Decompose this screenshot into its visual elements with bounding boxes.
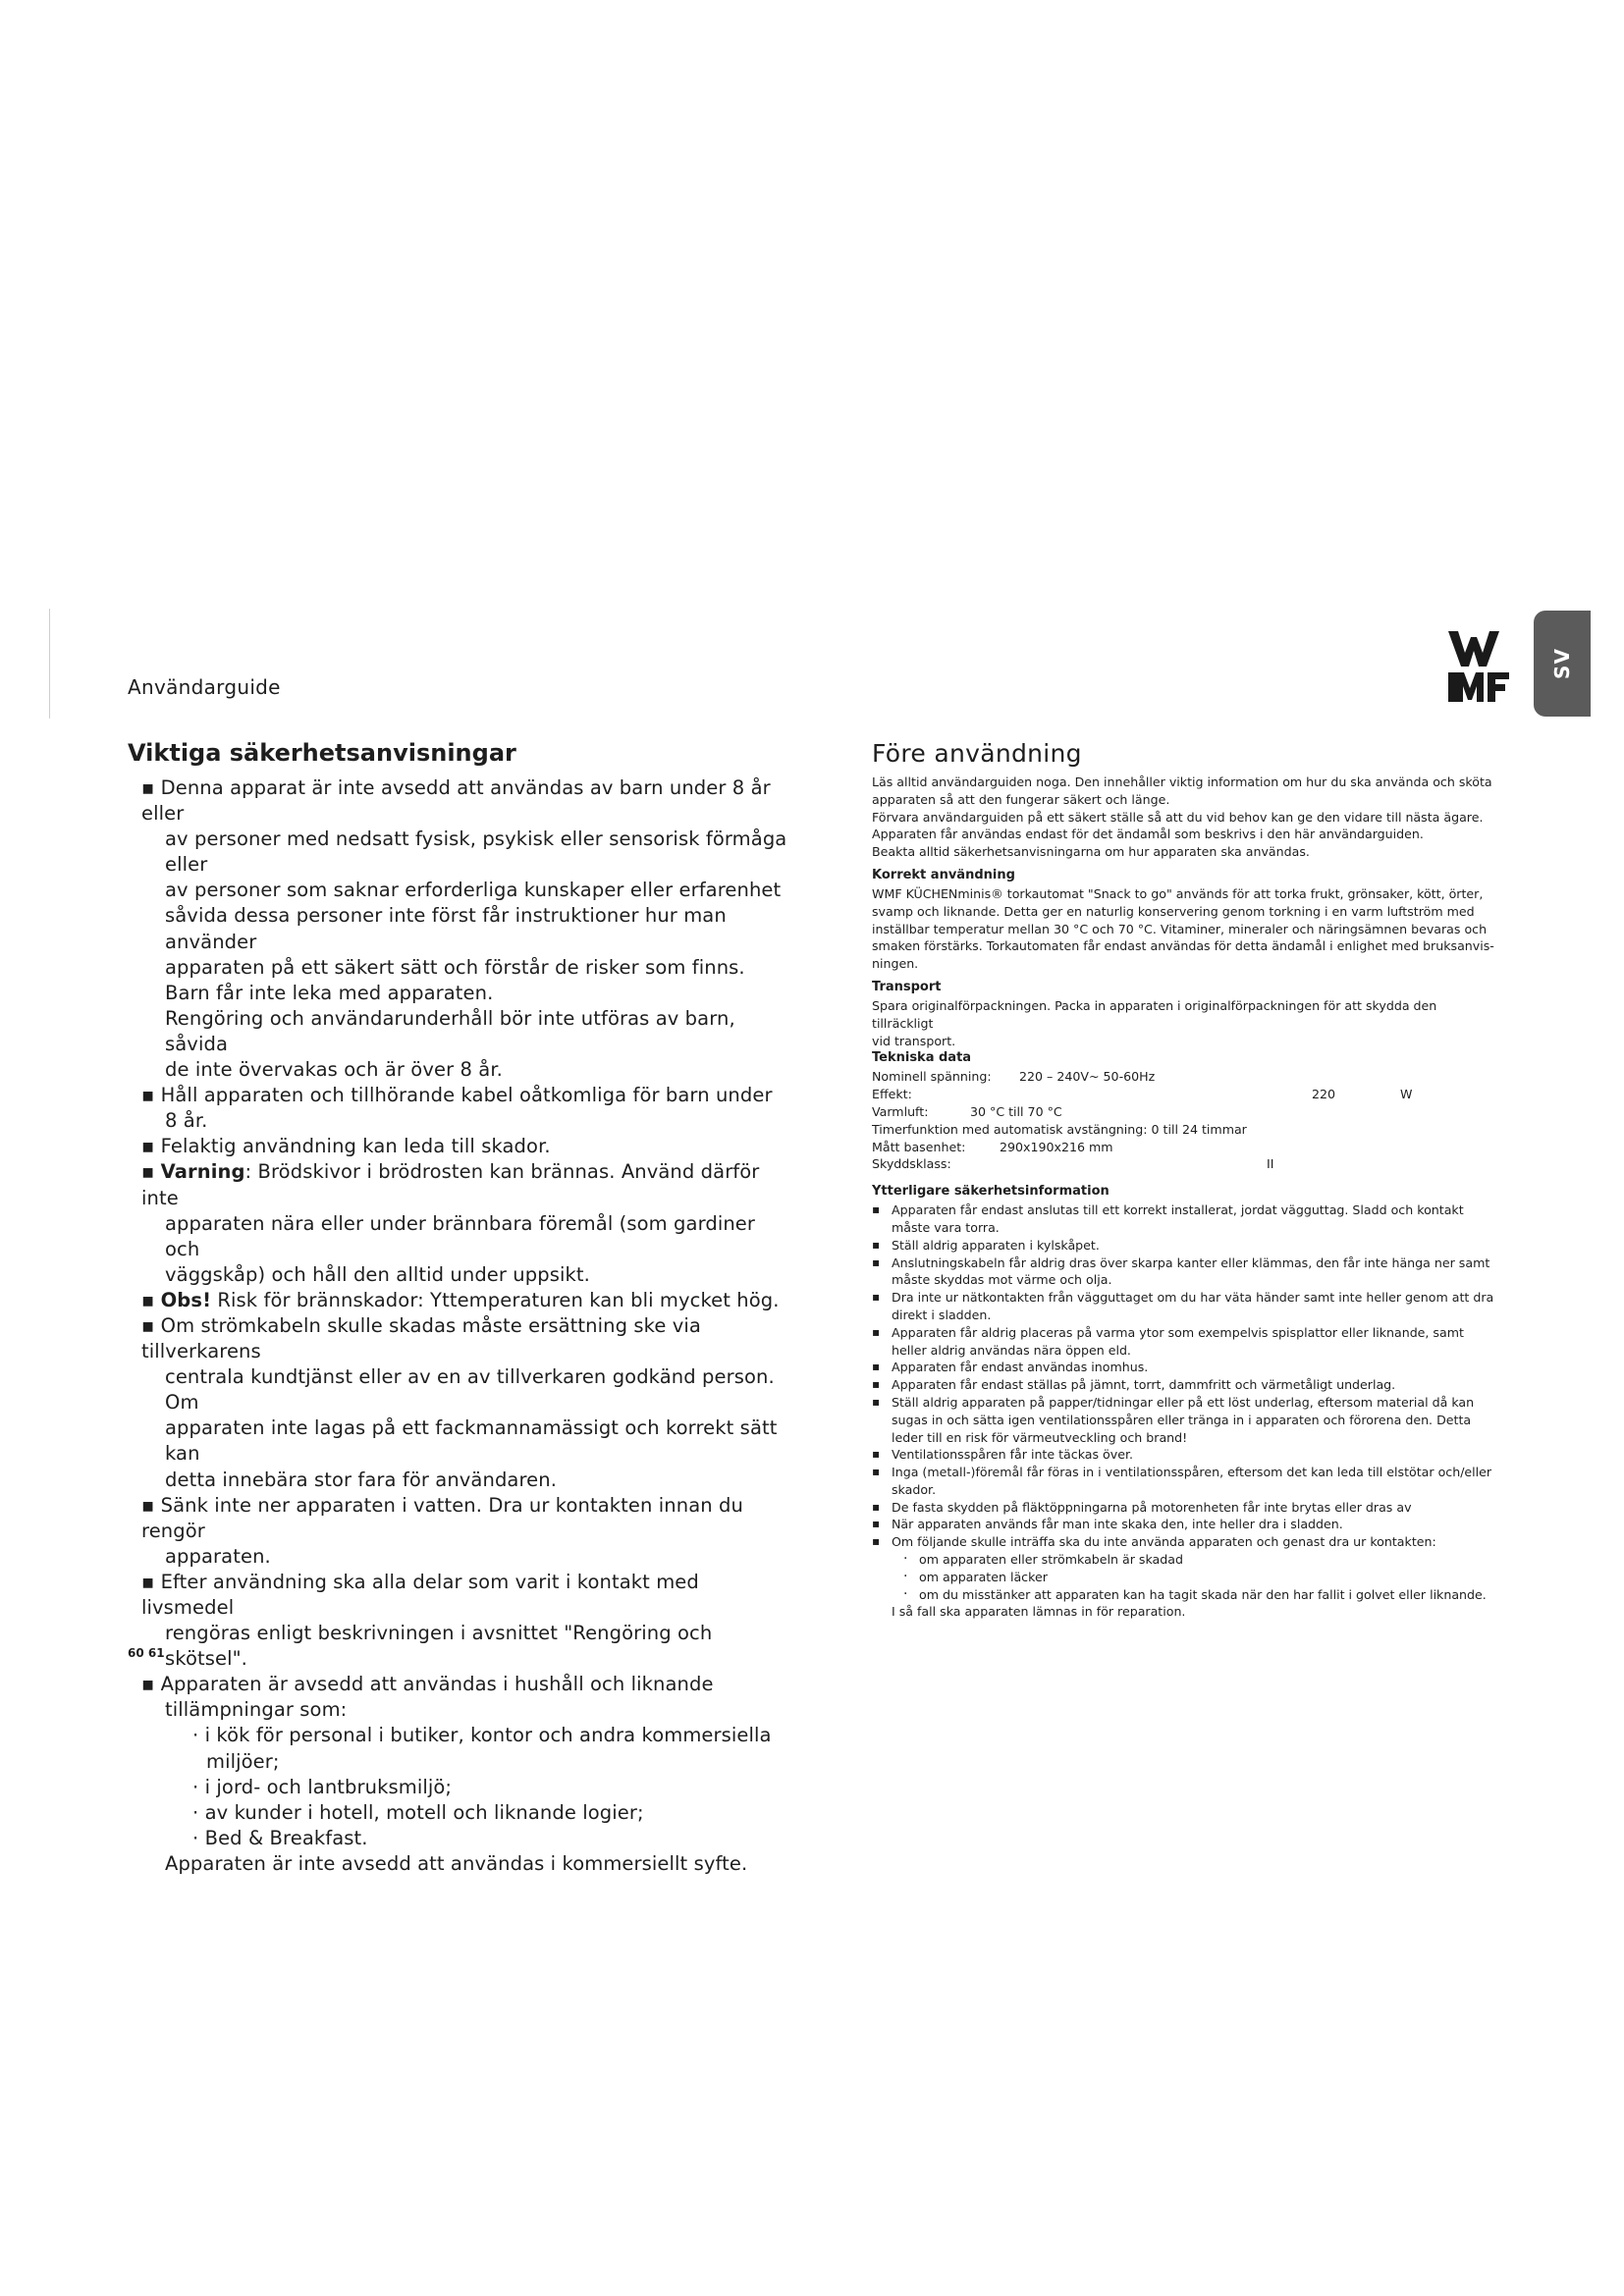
safety-line: ▪ Felaktig användning kan leda till skador. <box>141 1135 551 1158</box>
intro-line: Apparaten får användas endast för det ändamål som beskrivs i den här användarguiden. <box>872 827 1424 842</box>
intro-line: Beakta alltid säkerhetsanvisningarna om hur apparaten ska användas. <box>872 844 1310 860</box>
spec-value: 220 <box>1312 1087 1336 1102</box>
safety-line: ▪ Håll apparaten och tillhörande kabel oåtkomliga för barn under <box>141 1084 773 1107</box>
correct-use-line: smaken förstärks. Torkautomaten får endast användas för detta ändamål i enlighet med bruksanvis- <box>872 938 1494 954</box>
safety-heading: Viktiga säkerhetsanvisningar <box>128 739 516 767</box>
safety-line: såvida dessa personer inte först får instruktioner hur man använder <box>165 904 727 953</box>
safety-line: detta innebära stor fara för användaren. <box>165 1468 558 1491</box>
language-tab[interactable] <box>1534 611 1591 717</box>
before-use-heading: Före användning <box>872 739 1082 768</box>
safety-line: Barn får inte leka med apparaten. <box>165 981 494 1004</box>
list-item: ▪ Om följande skulle inträffa ska du inte använda apparaten och genast dra ur kontakten: <box>872 1533 1500 1551</box>
safety-line: ▪ Sänk inte ner apparaten i vatten. Dra ur kontakten innan du rengör <box>141 1493 743 1542</box>
additional-safety-heading: Ytterligare säkerhetsinformation <box>872 1184 1110 1200</box>
safety-line: ▪ Efter användning ska alla delar som varit i kontakt med livsmedel <box>141 1570 699 1619</box>
additional-safety-list <box>872 1201 1500 1551</box>
correct-use-line: svamp och liknande. Detta ger en naturlig konservering genom torkning i en varm luftström med <box>872 903 1475 919</box>
list-item: ▪ Ställ aldrig apparaten på papper/tidningar eller på ett löst underlag, eftersom material då kan sugas in och sätta igen ventilationsspåren eller tränga in i apparaten och förorena den. Detta leder till en risk för värmeutveckling och brand! <box>872 1394 1500 1446</box>
spec-row-hot-air <box>872 1103 1500 1121</box>
list-item: ▪ Apparaten får endast anslutas till ett korrekt installerat, jordat vägguttag. Sladd och kontakt måste vara torra. <box>872 1201 1500 1237</box>
intro-line: Förvara användarguiden på ett säkert ställe så att du vid behov kan ge den vidare till nästa ägare. <box>872 809 1484 825</box>
language-tab-label: SV <box>1549 648 1574 679</box>
obs-line: ▪ Obs! Risk för brännskador: Yttemperaturen kan bli mycket hög. <box>141 1288 780 1311</box>
spec-value: II <box>1267 1156 1274 1172</box>
list-item: ▪ Ställ aldrig apparaten i kylskåpet. <box>872 1237 1500 1255</box>
warning-text: : Brödskivor i brödrosten kan brännas. Använd därför inte <box>141 1160 760 1209</box>
list-item: ▪ Apparaten får endast användas inomhus. <box>872 1359 1500 1376</box>
safety-line: de inte övervakas och är över 8 år. <box>165 1058 503 1082</box>
spec-unit: W <box>1400 1087 1413 1102</box>
warning-line: ▪ Varning: Brödskivor i brödrosten kan brännas. Använd därför inte <box>141 1160 760 1209</box>
list-item: · om apparaten eller strömkabeln är skadad <box>903 1551 1500 1569</box>
list-item: ▪ Apparaten får endast ställas på jämnt, torrt, dammfritt och värmetåligt underlag. <box>872 1376 1500 1394</box>
list-item: ▪ Apparaten får aldrig placeras på varma ytor som exempelvis spisplattor eller liknande, samt heller aldrig användas nära öppen eld. <box>872 1324 1500 1360</box>
list-item: ▪ Ventilationsspåren får inte täckas över. <box>872 1446 1500 1464</box>
safety-line: apparaten nära eller under brännbara föremål (som gardiner och <box>165 1211 756 1260</box>
spec-label: Varmluft: <box>872 1103 929 1119</box>
safety-line: väggskåp) och håll den alltid under uppsikt. <box>165 1262 590 1286</box>
safety-line: 8 år. <box>165 1109 208 1133</box>
usage-sub-item: · i kök för personal i butiker, kontor och andra kommersiella <box>192 1724 772 1747</box>
correct-use-line: inställbar temperatur mellan 30 °C och 70 °C. Vitaminer, mineraler och näringsämnen bevaras och <box>872 921 1488 936</box>
correct-use-line: WMF KÜCHENminis® torkautomat "Snack to go" används för att torka frukt, grönsaker, kött, örter, <box>872 885 1484 901</box>
usage-sub-item: · Bed & Breakfast. <box>192 1826 368 1849</box>
safety-line: apparaten inte lagas på ett fackmannamässigt och korrekt sätt kan <box>165 1416 778 1466</box>
intro-line: Läs alltid användarguiden noga. Den innehåller viktig information om hur du ska använda och sköta <box>872 774 1492 789</box>
list-item: ▪ Inga (metall-)föremål får föras in i ventilationsspåren, eftersom det kan leda till elstötar och/eller skador. <box>872 1464 1500 1499</box>
list-item: ▪ De fasta skydden på fläktöppningarna på motorenheten får inte brytas eller dras av <box>872 1499 1500 1517</box>
safety-line: rengöras enligt beskrivningen i avsnittet "Rengöring och skötsel". <box>165 1622 713 1671</box>
safety-line: ▪ Denna apparat är inte avsedd att användas av barn under 8 år eller <box>141 776 771 826</box>
list-item: ▪ Dra inte ur nätkontakten från vägguttaget om du har väta händer samt inte heller genom att dra direkt i sladden. <box>872 1289 1500 1324</box>
spec-value: 290x190x216 mm <box>1000 1139 1113 1154</box>
spec-label: Nominell spänning: <box>872 1069 992 1085</box>
spec-row-timer: Timerfunktion med automatisk avstängning: 0 till 24 timmar <box>872 1121 1247 1137</box>
spec-value: 30 °C till 70 °C <box>970 1103 1062 1119</box>
spec-row-dimensions <box>872 1139 1500 1156</box>
transport-line: Spara originalförpackningen. Packa in apparaten i originalförpackningen för att skydda den tillräckligt <box>872 997 1437 1031</box>
spec-row-power <box>872 1086 1500 1103</box>
safety-line: centrala kundtjänst eller av en av tillverkaren godkänd person. Om <box>165 1365 775 1415</box>
transport-heading: Transport <box>872 979 942 994</box>
list-item: ▪ När apparaten används får man inte skaka den, inte heller dra i sladden. <box>872 1516 1500 1533</box>
safety-line: apparaten. <box>165 1544 271 1568</box>
safety-line: tillämpningar som: <box>165 1698 348 1722</box>
safety-line: av personer som saknar erforderliga kunskaper eller erfarenhet <box>165 879 782 902</box>
spec-label: Skyddsklass: <box>872 1156 951 1172</box>
usage-sub-item: miljöer; <box>206 1749 280 1773</box>
warning-label: Varning <box>160 1160 245 1184</box>
spec-row-voltage <box>872 1068 1500 1086</box>
page-numbers: 60 61 <box>128 1646 165 1660</box>
spec-value: 220 – 240V~ 50-60Hz <box>1019 1069 1156 1085</box>
usage-sub-item: · av kunder i hotell, motell och liknande logier; <box>192 1800 644 1824</box>
spec-row-protection <box>872 1155 1500 1173</box>
safety-line: av personer med nedsatt fysisk, psykisk eller sensorisk förmåga eller <box>165 828 787 877</box>
correct-use-line: ningen. <box>872 956 919 972</box>
before-use-section <box>872 738 1500 1621</box>
closing-line: I så fall ska apparaten lämnas in för reparation. <box>892 1604 1186 1620</box>
safety-line: ▪ Apparaten är avsedd att användas i hushåll och liknande <box>141 1673 714 1696</box>
safety-final-line: Apparaten är inte avsedd att användas i kommersiellt syfte. <box>165 1851 748 1875</box>
safety-line: apparaten på ett säkert sätt och förstår de risker som finns. <box>165 955 745 979</box>
safety-line: Rengöring och användarunderhåll bör inte utföras av barn, såvida <box>165 1006 735 1055</box>
transport-line: vid transport. <box>872 1033 956 1048</box>
spec-label: Mått basenhet: <box>872 1139 966 1154</box>
safety-instructions-section <box>128 738 795 1877</box>
page-header-title: Användarguide <box>128 675 281 699</box>
list-item: ▪ Anslutningskabeln får aldrig dras över skarpa kanter eller klämmas, den får inte hänga ner samt måste skyddas mot värme och olja. <box>872 1255 1500 1290</box>
obs-text: Risk för brännskador: Yttemperaturen kan bli mycket hög. <box>211 1288 780 1311</box>
tech-data-heading: Tekniska data <box>872 1050 972 1066</box>
obs-label: Obs! <box>160 1288 212 1311</box>
usage-sub-item: · i jord- och lantbruksmiljö; <box>192 1775 453 1798</box>
malfunction-sub-list <box>872 1551 1500 1603</box>
safety-line: ▪ Om strömkabeln skulle skadas måste ersättning ske via tillverkarens <box>141 1313 701 1363</box>
list-item: · om apparaten läcker <box>903 1569 1500 1586</box>
spec-label: Effekt: <box>872 1087 912 1102</box>
margin-divider <box>49 609 50 719</box>
list-item: · om du misstänker att apparaten kan ha tagit skada när den har fallit i golvet eller liknande. <box>903 1586 1500 1604</box>
correct-use-heading: Korrekt användning <box>872 867 1015 882</box>
wmf-logo <box>1448 631 1509 702</box>
intro-line: apparaten så att den fungerar säkert och länge. <box>872 791 1170 807</box>
